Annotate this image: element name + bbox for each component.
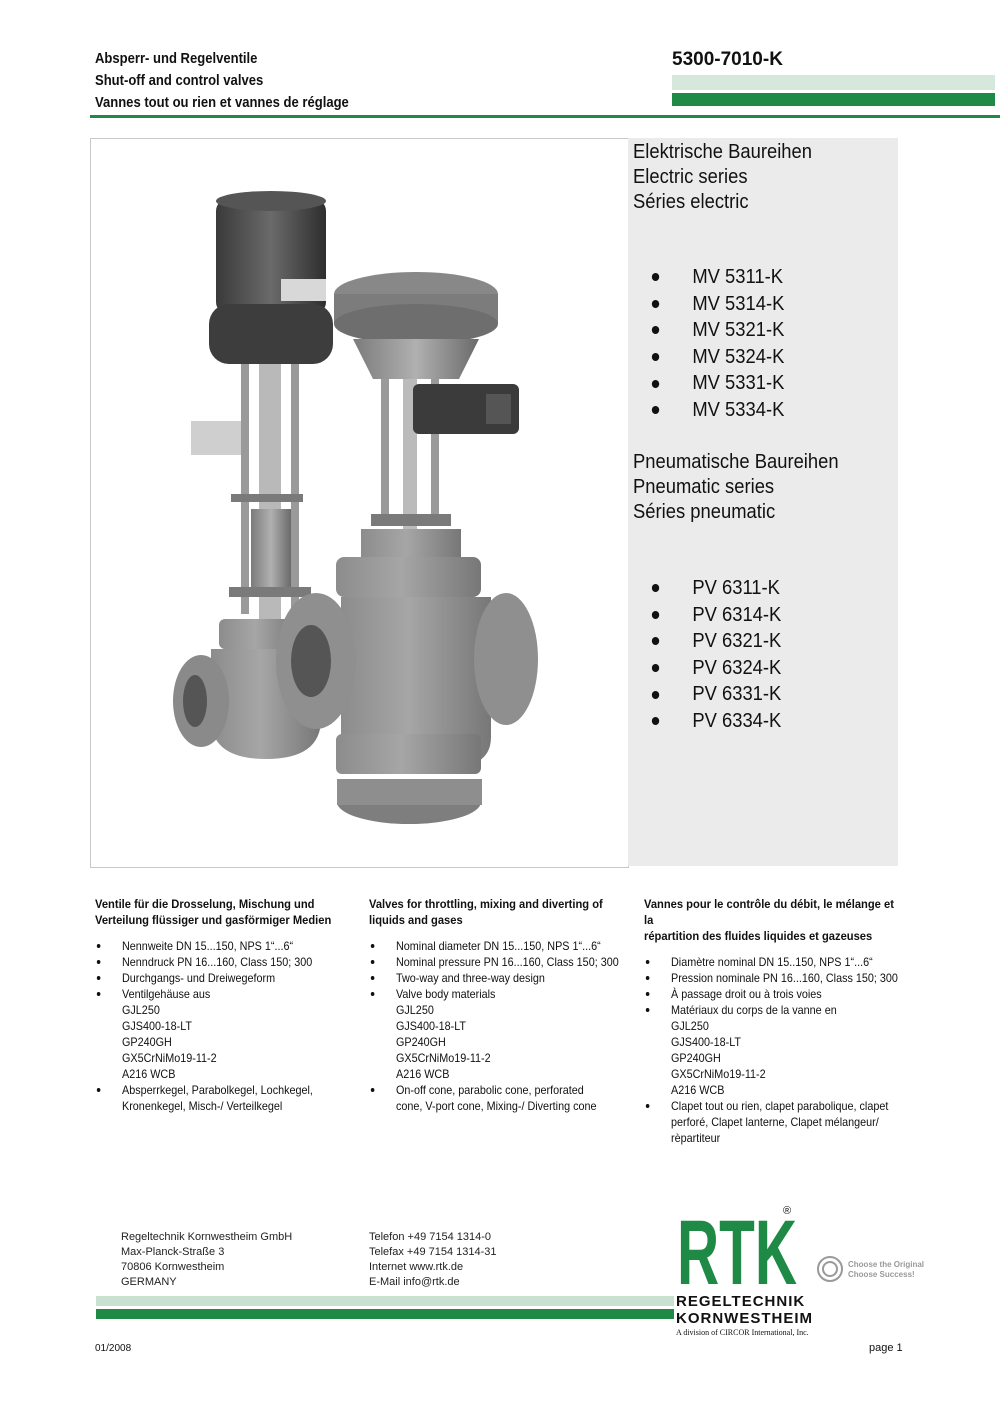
list-item	[369, 954, 657, 970]
bullet-icon	[97, 960, 101, 964]
header-titles	[95, 48, 349, 114]
bullet-icon	[371, 976, 375, 980]
item-text: A216 WCB	[396, 1067, 450, 1081]
list-item	[95, 1082, 383, 1114]
bullet-icon	[371, 1088, 375, 1092]
choose-original-icon	[816, 1251, 844, 1287]
bullet-icon	[652, 637, 659, 645]
bullet-icon	[652, 406, 659, 414]
item-text: GJS400-18-LT	[396, 1019, 467, 1033]
bullet-icon	[652, 664, 659, 672]
feature-list	[95, 938, 355, 1114]
email-link[interactable]: E-Mail info@rtk.de	[369, 1276, 460, 1288]
bullet-icon	[97, 976, 101, 980]
heading-line: Vannes pour le contrôle du débit, le mélange et la	[644, 897, 894, 927]
company-contact	[369, 1230, 497, 1290]
item-text: GX5CrNiMo19-11-2	[122, 1051, 217, 1065]
header-band-green	[672, 93, 995, 106]
item-text: Two-way and three-way design	[396, 971, 545, 985]
column-heading	[369, 896, 629, 928]
model-label: MV 5321-K	[692, 319, 785, 342]
list-item	[650, 370, 784, 397]
pneumatic-series-title	[633, 450, 839, 525]
address-line: 70806 Kornwestheim	[121, 1261, 225, 1273]
list-item	[650, 397, 784, 424]
slogan-line: Choose Success!	[848, 1270, 915, 1279]
list-item	[95, 954, 383, 970]
feature-list	[369, 938, 629, 1114]
item-text: Ventilgehäuse aus	[122, 987, 211, 1001]
item-text: Clapet tout ou rien, clapet parabolique, clapet	[671, 1099, 889, 1113]
bullet-icon	[652, 584, 659, 592]
phone: Telefon +49 7154 1314-0	[369, 1231, 492, 1243]
bullet-icon	[652, 326, 659, 334]
bullet-icon	[646, 992, 650, 996]
item-text: On-off cone, parabolic cone, perforated	[396, 1083, 584, 1097]
model-label: MV 5311-K	[692, 266, 784, 288]
address-line: Regeltechnik Kornwestheim GmbH	[121, 1231, 293, 1243]
column-english	[369, 896, 629, 1114]
list-item	[650, 655, 781, 682]
page-number: page 1	[869, 1342, 903, 1354]
logo-subtitle-1: REGELTECHNIK	[676, 1293, 806, 1310]
address-line: Max-Planck-Straße 3	[121, 1246, 225, 1258]
electric-series-title	[633, 140, 812, 215]
bullet-icon	[97, 944, 101, 948]
company-address	[121, 1230, 292, 1290]
pneumatic-title-fr: Séries pneumatic	[633, 501, 776, 523]
title-de: Absperr- und Regelventile	[95, 51, 258, 67]
product-image	[90, 138, 629, 868]
item-text: Nennweite DN 15...150, NPS 1“...6“	[122, 939, 294, 953]
pneumatic-actuator	[334, 272, 519, 529]
item-text: GX5CrNiMo19-11-2	[396, 1051, 491, 1065]
bullet-icon	[646, 976, 650, 980]
model-label: MV 5314-K	[692, 292, 785, 315]
item-text: Matériaux du corps de la vanne en	[671, 1003, 837, 1017]
column-heading	[644, 896, 904, 944]
header-band-light	[672, 75, 995, 90]
bullet-icon	[652, 380, 659, 388]
electric-model-list	[650, 264, 784, 424]
bullet-icon	[97, 992, 101, 996]
item-text: rèpartiteur	[671, 1131, 721, 1145]
bullet-icon	[646, 1008, 650, 1012]
footer-band-green	[96, 1309, 674, 1319]
item-text: Diamètre nominal DN 15..150, NPS 1“...6“	[671, 955, 873, 969]
list-item	[369, 938, 657, 954]
logo-division: A division of CIRCOR International, Inc.	[676, 1328, 809, 1337]
footer-band-light	[96, 1296, 674, 1306]
list-item	[650, 344, 784, 371]
model-label: PV 6314-K	[692, 603, 782, 626]
list-item	[644, 954, 932, 970]
choose-slogan	[848, 1260, 924, 1280]
item-text: À passage droit ou à trois voies	[671, 987, 822, 1001]
list-item	[650, 681, 781, 708]
item-text: A216 WCB	[122, 1067, 176, 1081]
item-text: GJL250	[671, 1019, 709, 1033]
list-item	[644, 986, 932, 1002]
model-label: MV 5324-K	[692, 345, 785, 368]
item-text: Nenndruck PN 16...160, Class 150; 300	[122, 955, 313, 969]
item-text: Kronenkegel, Misch-/ Verteilkegel	[122, 1099, 283, 1113]
logo-subtitle-2: KORNWESTHEIM	[676, 1310, 813, 1327]
column-german	[95, 896, 355, 1114]
item-text: Durchgangs- und Dreiwegeform	[122, 971, 276, 985]
document-date: 01/2008	[95, 1343, 132, 1354]
valve-illustration	[91, 139, 628, 867]
list-item	[95, 970, 383, 986]
item-text: Nominal diameter DN 15...150, NPS 1“...6“	[396, 939, 601, 953]
electric-title-fr: Séries electric	[633, 191, 749, 213]
list-item	[650, 708, 781, 735]
column-french	[644, 896, 904, 1146]
bullet-icon	[371, 992, 375, 996]
bullet-icon	[652, 611, 659, 619]
pneumatic-title-en: Pneumatic series	[633, 476, 775, 498]
heading-line: Valves for throttling, mixing and diverting of	[369, 897, 603, 911]
item-text: Valve body materials	[396, 987, 496, 1001]
item-text: Pression nominale PN 16...160, Class 150; 300	[671, 971, 898, 985]
list-item	[650, 575, 781, 602]
item-text: GJS400-18-LT	[671, 1035, 742, 1049]
bullet-icon	[97, 1088, 101, 1092]
slogan-line: Choose the Original	[848, 1260, 925, 1269]
pneumatic-title-de: Pneumatische Baureihen	[633, 451, 839, 473]
column-heading	[95, 896, 355, 928]
item-text: GX5CrNiMo19-11-2	[671, 1067, 766, 1081]
bullet-icon	[646, 960, 650, 964]
document-code: 5300-7010-K	[672, 49, 783, 70]
heading-line: répartition des fluides liquides et gazeuses	[644, 929, 873, 943]
item-text: cone, V-port cone, Mixing-/ Diverting cone	[396, 1099, 597, 1113]
bullet-icon	[371, 960, 375, 964]
bullet-icon	[652, 273, 659, 281]
fax: Telefax +49 7154 1314-31	[369, 1246, 497, 1258]
model-label: MV 5331-K	[692, 372, 785, 395]
list-item	[369, 970, 657, 986]
bullet-icon	[371, 944, 375, 948]
list-item	[650, 317, 784, 344]
item-text: A216 WCB	[671, 1083, 725, 1097]
feature-list	[644, 954, 904, 1146]
bullet-icon	[652, 691, 659, 699]
list-item	[650, 264, 784, 291]
bullet-icon	[646, 1104, 650, 1108]
item-text: GP240GH	[122, 1035, 172, 1049]
list-item	[644, 970, 932, 986]
item-text: Nominal pressure PN 16...160, Class 150; 300	[396, 955, 619, 969]
item-text: GJL250	[122, 1003, 160, 1017]
electric-actuator	[191, 191, 333, 644]
list-item	[650, 291, 784, 318]
model-label: PV 6331-K	[692, 683, 782, 706]
list-item	[644, 1002, 932, 1098]
list-item	[95, 986, 383, 1082]
item-text: perforé, Clapet lanterne, Clapet mélangeur/	[671, 1115, 879, 1129]
model-label: PV 6324-K	[692, 656, 782, 679]
registered-mark: ®	[783, 1205, 792, 1217]
model-label: PV 6311-K	[692, 577, 780, 599]
rtk-logo-text: RTK	[677, 1210, 797, 1290]
model-label: PV 6334-K	[692, 709, 782, 732]
model-label: PV 6321-K	[692, 630, 782, 653]
header-rule	[90, 115, 1000, 118]
pneumatic-model-list	[650, 575, 781, 735]
large-valve-body	[276, 529, 538, 824]
model-label: MV 5334-K	[692, 398, 785, 421]
item-text: GJL250	[396, 1003, 434, 1017]
item-text: GP240GH	[396, 1035, 446, 1049]
list-item	[650, 602, 781, 629]
heading-line: Verteilung flüssiger und gasförmiger Medien	[95, 913, 332, 927]
heading-line: liquids and gases	[369, 913, 463, 927]
list-item	[369, 1082, 657, 1114]
title-en: Shut-off and control valves	[95, 73, 264, 89]
list-item	[369, 986, 657, 1082]
electric-title-de: Elektrische Baureihen	[633, 141, 812, 163]
list-item	[644, 1098, 932, 1146]
item-text: GJS400-18-LT	[122, 1019, 193, 1033]
electric-title-en: Electric series	[633, 166, 748, 188]
bullet-icon	[652, 353, 659, 361]
item-text: Absperrkegel, Parabolkegel, Lochkegel,	[122, 1083, 313, 1097]
website-link[interactable]: Internet www.rtk.de	[369, 1261, 464, 1273]
list-item	[650, 628, 781, 655]
title-fr: Vannes tout ou rien et vannes de réglage	[95, 95, 349, 111]
bullet-icon	[652, 717, 659, 725]
rtk-logo	[676, 1210, 798, 1290]
heading-line: Ventile für die Drosselung, Mischung und	[95, 897, 315, 911]
bullet-icon	[652, 300, 659, 308]
list-item	[95, 938, 383, 954]
address-line: GERMANY	[121, 1276, 177, 1288]
item-text: GP240GH	[671, 1051, 721, 1065]
